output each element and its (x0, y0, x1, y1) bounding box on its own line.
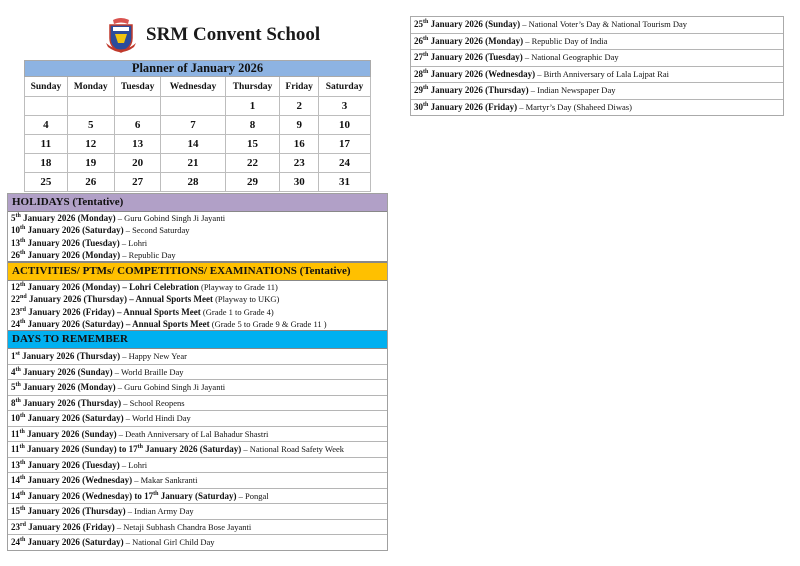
date-suffix: th (20, 319, 26, 326)
event-description: – Netaji Subhash Chandra Bose Jayanti (114, 521, 252, 532)
day-header-tuesday: Tuesday (114, 77, 161, 97)
date-number: 5 (11, 382, 16, 393)
event-row (411, 100, 783, 116)
event-date (11, 367, 113, 377)
date-number: 26 (414, 35, 423, 46)
event-date (414, 102, 517, 112)
school-name: SRM Convent School (146, 24, 321, 45)
event-description: – Lohri (119, 459, 148, 470)
calendar-day-cell: 18 (25, 154, 68, 173)
calendar-day-cell: 26 (67, 173, 114, 192)
holidays-header: HOLIDAYS (Tentative) (8, 194, 387, 212)
event-date (414, 52, 523, 62)
event-row (8, 411, 387, 427)
event-description: (Grade 1 to Grade 4) (200, 306, 274, 317)
event-date (11, 429, 117, 439)
days-to-remember-header: DAYS TO REMEMBER (8, 331, 387, 349)
date-text: January 2026 (Monday) (20, 382, 116, 393)
day-header-monday: Monday (67, 77, 114, 97)
event-date (414, 36, 523, 46)
date-suffix: th (423, 85, 429, 91)
event-description: – Martyr’s Day (Shaheed Diwas) (517, 101, 632, 112)
date-suffix: th (423, 19, 429, 25)
date-number: 5 (11, 213, 16, 223)
day-header-wednesday: Wednesday (161, 77, 225, 97)
date-number: 24 (11, 537, 20, 548)
date-suffix: th (20, 282, 26, 289)
date-suffix: th (20, 537, 26, 544)
event-row (8, 520, 387, 536)
event-description: – Pongal (236, 490, 269, 501)
event-row (8, 293, 387, 305)
calendar-day-cell: 7 (161, 116, 225, 135)
date-number: 27 (414, 52, 423, 62)
date-text: January 2026 (Saturday) (25, 225, 124, 236)
date-suffix: rd (20, 521, 26, 528)
date-text: January 2026 (Friday) – Annual Sports Meet (26, 306, 201, 317)
date-text: January 2026 (Saturday) – Annual Sports Meet (25, 319, 210, 330)
calendar-week (25, 116, 371, 135)
date-number: 29 (414, 85, 423, 95)
date-text: January 2026 (Thursday) (428, 85, 529, 95)
date-text: January 2026 (Monday) (20, 213, 116, 223)
event-row (8, 458, 387, 474)
event-description: – World Hindi Day (123, 413, 191, 424)
date-text: January 2026 (Monday) – Lohri Celebration (25, 282, 199, 293)
date-number: 30 (414, 101, 423, 112)
event-date (11, 444, 241, 454)
event-description: – Republic Day (120, 249, 176, 260)
event-description: – Death Anniversary of Lal Bahadur Shastri (116, 428, 269, 439)
event-date (11, 460, 120, 470)
event-date (11, 213, 116, 223)
date-suffix: th (20, 506, 26, 513)
event-row (411, 17, 783, 34)
date-number: 14 (11, 490, 20, 501)
date-suffix: th (423, 68, 429, 75)
calendar-day-cell: 24 (318, 154, 370, 173)
date-suffix: th (20, 225, 26, 232)
days-to-remember-continued (410, 16, 784, 116)
calendar-day-cell: 21 (161, 154, 225, 173)
calendar-title: Planner of January 2026 (25, 61, 371, 77)
day-header-sunday: Sunday (25, 77, 68, 97)
date-suffix: th (423, 35, 429, 42)
events-panel (7, 193, 388, 551)
date-number: 10 (11, 413, 20, 424)
date-suffix: th (153, 490, 159, 497)
event-row (8, 473, 387, 489)
event-row (8, 489, 387, 505)
holidays-list (8, 212, 387, 262)
calendar-day-cell: 23 (280, 154, 318, 173)
event-row (8, 306, 387, 318)
calendar-day-cell: 4 (25, 116, 68, 135)
event-date (11, 294, 213, 304)
date-suffix: th (15, 366, 21, 373)
event-description: – Lohri (119, 237, 148, 248)
event-date (11, 282, 199, 292)
date-suffix: th (15, 382, 21, 389)
calendar-day-cell: 14 (161, 135, 225, 154)
calendar-day-cell: 13 (114, 135, 161, 154)
event-description: (Grade 5 to Grade 9 & Grade 11 ) (209, 319, 327, 330)
date-text: January 2026 (Sunday) to 17 (24, 444, 138, 455)
date-number: 1 (11, 351, 16, 362)
event-row (8, 249, 387, 262)
event-row (8, 535, 387, 550)
date-text: January 2026 (Tuesday) (25, 237, 120, 248)
event-date (11, 382, 116, 392)
date-suffix: th (20, 475, 26, 482)
calendar-day-cell: 11 (25, 135, 68, 154)
event-row (8, 212, 387, 224)
date-suffix: th (19, 444, 25, 451)
event-date (11, 413, 124, 423)
calendar-day-cell: 12 (67, 135, 114, 154)
date-number: 25 (414, 19, 423, 29)
calendar-day-cell: 30 (280, 173, 318, 192)
event-description: – National Road Safety Week (241, 444, 345, 455)
event-row (8, 380, 387, 396)
event-date (11, 307, 201, 317)
date-number: 4 (11, 366, 16, 377)
date-number: 15 (11, 506, 20, 517)
event-date (11, 506, 126, 516)
calendar-day-cell (25, 97, 68, 116)
event-date (11, 225, 124, 235)
date-number: 23 (11, 521, 20, 532)
calendar-week (25, 97, 371, 116)
event-date (11, 250, 120, 260)
date-text: January 2026 (Saturday) (25, 537, 124, 548)
calendar-day-cell (114, 97, 161, 116)
event-row (8, 224, 387, 236)
date-number: 23 (11, 306, 20, 317)
calendar-day-cell: 2 (280, 97, 318, 116)
date-suffix: th (20, 490, 26, 497)
date-text: January 2026 (Sunday) (428, 19, 521, 29)
school-header (104, 14, 320, 56)
date-text: January 2026 (Sunday) (24, 428, 117, 439)
event-description: – Indian Army Day (125, 506, 194, 517)
event-description: – National Girl Child Day (123, 537, 215, 548)
calendar-day-cell: 25 (25, 173, 68, 192)
date-text: January 2026 (Tuesday) (25, 459, 120, 470)
event-description: – Happy New Year (120, 351, 187, 362)
date-text: January 2026 (Monday) (25, 249, 121, 260)
date-text: January 2026 (Friday) (26, 521, 115, 532)
event-date (11, 238, 120, 248)
event-date (11, 537, 124, 547)
event-description: – Guru Gobind Singh Ji Jayanti (115, 382, 226, 393)
calendar-week (25, 154, 371, 173)
calendar-day-cell: 6 (114, 116, 161, 135)
day-header-friday: Friday (280, 77, 318, 97)
calendar-day-cell: 27 (114, 173, 161, 192)
date-number: 26 (11, 249, 20, 260)
calendar-day-cell: 31 (318, 173, 370, 192)
days-to-remember-continued-list (411, 17, 783, 115)
date-number: 12 (11, 282, 20, 293)
date-text: January 2026 (Wednesday) (25, 475, 133, 486)
event-row (8, 281, 387, 293)
date-suffix: th (20, 413, 26, 420)
calendar-day-cell: 19 (67, 154, 114, 173)
date-text: January 2026 (Thursday) (25, 506, 126, 517)
date-text: January 2026 (Thursday) (20, 397, 122, 408)
date-suffix: st (15, 351, 20, 358)
event-row (411, 50, 783, 67)
event-description: – Indian Newspaper Day (528, 85, 616, 95)
event-date (11, 491, 236, 501)
event-description: – Republic Day of India (523, 35, 608, 46)
event-date (414, 85, 529, 95)
date-number: 24 (11, 319, 20, 330)
calendar-day-cell (67, 97, 114, 116)
date-text: January 2026 (Wednesday) to 17 (25, 490, 154, 501)
event-row (8, 504, 387, 520)
date-number: 13 (11, 459, 20, 470)
event-row (8, 427, 387, 443)
event-date (11, 351, 120, 361)
date-number: 11 (11, 444, 20, 455)
calendar-day-cell: 15 (225, 135, 280, 154)
date-suffix: th (423, 52, 429, 58)
date-suffix: th (15, 213, 21, 219)
event-description: – Second Saturday (123, 225, 190, 236)
date-suffix: th (20, 237, 26, 244)
date-suffix: th (19, 428, 25, 435)
event-date (11, 398, 121, 408)
event-date (414, 19, 520, 29)
date-number: 10 (11, 225, 20, 236)
date-text: January 2026 (Thursday) (19, 351, 121, 362)
calendar-day-cell: 1 (225, 97, 280, 116)
event-row (8, 237, 387, 249)
event-row (411, 34, 783, 51)
calendar-day-cell: 29 (225, 173, 280, 192)
date-text: January 2026 (Saturday) (25, 413, 124, 424)
date-suffix: th (20, 249, 26, 256)
event-row (8, 396, 387, 412)
event-description: – Guru Gobind Singh Ji Jayanti (115, 213, 226, 223)
date-number: 14 (11, 475, 20, 486)
event-description: – Birth Anniversary of Lala Lajpat Rai (535, 68, 669, 79)
date-suffix: rd (20, 306, 26, 313)
school-crest-logo (104, 16, 138, 54)
event-description: – School Reopens (121, 397, 185, 408)
calendar-day-cell: 3 (318, 97, 370, 116)
date-text: January 2026 (Thursday) – Annual Sports Meet (26, 294, 213, 305)
date-suffix: th (137, 444, 143, 451)
day-header-saturday: Saturday (318, 77, 370, 97)
calendar-week (25, 173, 371, 192)
calendar-day-cell: 5 (67, 116, 114, 135)
date-number: 13 (11, 237, 20, 248)
activities-list (8, 281, 387, 331)
event-description: (Playway to UKG) (212, 294, 280, 305)
event-date (11, 319, 210, 329)
event-description: (Playway to Grade 11) (198, 282, 278, 293)
event-description: – National Geographic Day (522, 52, 619, 62)
calendar-day-cell: 20 (114, 154, 161, 173)
event-description: – National Voter’s Day & National Tourism Day (520, 19, 687, 29)
date-number: 28 (414, 68, 423, 79)
date-suffix: th (20, 459, 26, 466)
calendar-day-cell: 8 (225, 116, 280, 135)
calendar-day-cell: 28 (161, 173, 225, 192)
day-header-thursday: Thursday (225, 77, 280, 97)
date-suffix: th (423, 101, 429, 108)
days-to-remember-list (8, 349, 387, 550)
calendar-day-cell: 9 (280, 116, 318, 135)
activities-header: ACTIVITIES/ PTMs/ COMPETITIONS/ EXAMINATIONS (Tentative) (8, 262, 387, 281)
event-row (411, 83, 783, 100)
event-date (11, 475, 132, 485)
calendar-day-cell: 22 (225, 154, 280, 173)
date-number: 22 (11, 294, 20, 305)
date-text: January 2026 (Saturday) (142, 444, 242, 455)
event-row (8, 318, 387, 331)
calendar-day-cell: 17 (318, 135, 370, 154)
calendar-day-cell: 16 (280, 135, 318, 154)
event-row (8, 349, 387, 365)
calendar-day-cell (161, 97, 225, 116)
event-description: – Makar Sankranti (132, 475, 198, 486)
calendar-week (25, 135, 371, 154)
date-text: January 2026 (Sunday) (20, 366, 113, 377)
date-suffix: nd (20, 294, 27, 301)
january-calendar (24, 60, 371, 192)
event-row (8, 365, 387, 381)
event-date (414, 69, 535, 79)
date-number: 8 (11, 397, 16, 408)
date-number: 11 (11, 428, 20, 439)
date-text: January (Saturday) (158, 490, 237, 501)
calendar-day-cell: 10 (318, 116, 370, 135)
event-row (411, 67, 783, 84)
event-date (11, 522, 115, 532)
date-text: January 2026 (Monday) (428, 35, 524, 46)
date-text: January 2026 (Friday) (428, 101, 518, 112)
date-suffix: th (15, 397, 21, 404)
event-description: – World Braille Day (112, 366, 184, 377)
date-text: January 2026 (Wednesday) (428, 68, 536, 79)
event-row (8, 442, 387, 458)
date-text: January 2026 (Tuesday) (428, 52, 523, 62)
